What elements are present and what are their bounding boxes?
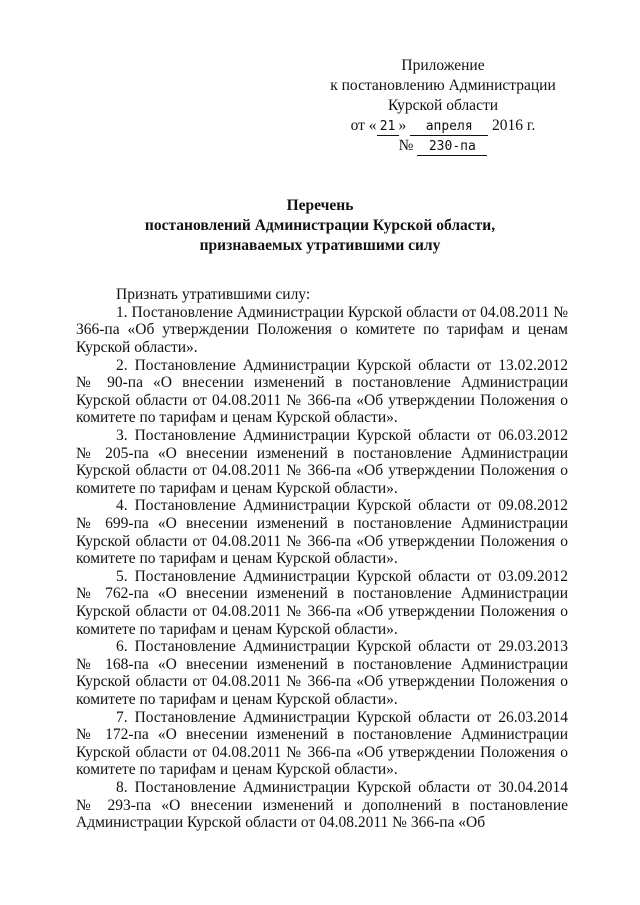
- list-item: 3. Постановление Администрации Курской области от 06.03.2012 № 205-па «О внесении изменений в постановление Администрации Курской области от 04.08.2011 № 366-па «Об утверждении Положения о комитете по тарифам и ценам Курской области».: [76, 427, 568, 497]
- list-item: 6. Постановление Администрации Курской области от 29.03.2013 № 168-па «О внесении изменений в постановление Администрации Курской области от 04.08.2011 № 366-па «Об утверждении Положения о комитете по тарифам и ценам Курской области».: [76, 638, 568, 708]
- date-year: 2016 г.: [492, 117, 536, 134]
- appendix-line-1: Приложение: [401, 57, 485, 74]
- appendix-line-3: Курской области: [387, 97, 499, 114]
- appendix-date: [318, 116, 568, 136]
- title-line-1: Перечень: [286, 197, 354, 214]
- list-item: 2. Постановление Администрации Курской области от 13.02.2012 № 90-па «О внесении изменений в постановление Администрации Курской области от 04.08.2011 № 366-па «Об утверждении Положения о комитете по тарифам и ценам Курской области».: [76, 356, 568, 427]
- number-prefix: №: [398, 137, 414, 154]
- date-prefix: от «: [350, 117, 377, 134]
- date-close: »: [398, 117, 407, 134]
- list-item: 5. Постановление Администрации Курской области от 03.09.2012 № 762-па «О внесении изменений в постановление Администрации Курской области от 04.08.2011 № 366-па «Об утверждении Положения о комитете по тарифам и ценам Курской области».: [76, 567, 568, 638]
- intro-paragraph: Признать утратившими силу:: [116, 286, 311, 303]
- title-line-3: признаваемых утратившими силу: [199, 237, 441, 254]
- date-day: 21: [377, 119, 399, 136]
- appendix-block: [318, 56, 568, 156]
- document-body: [76, 286, 568, 832]
- list-item: 8. Постановление Администрации Курской области от 30.04.2014 № 293-па «О внесении изменений и дополнений в постановление Администрации Курской области от 04.08.2011 № 366-па «Об: [76, 778, 568, 832]
- appendix-number: [318, 136, 568, 156]
- appendix-line-2: к постановлению Администрации: [330, 77, 556, 94]
- list-item: 7. Постановление Администрации Курской области от 26.03.2014 № 172-па «О внесении изменений в постановление Администрации Курской области от 04.08.2011 № 366-па «Об утверждении Положения о комитете по тарифам и ценам Курской области».: [76, 708, 568, 779]
- list-item: 4. Постановление Администрации Курской области от 09.08.2012 № 699-па «О внесении изменений в постановление Администрации Курской области от 04.08.2011 № 366-па «Об утверждении Положения о комитете по тарифам и ценам Курской области».: [76, 497, 568, 568]
- decree-number: 230-па: [417, 139, 487, 156]
- list-item: 1. Постановление Администрации Курской области от 04.08.2011 № 366-па «Об утверждении Положения о комитете по тарифам и ценам Курской области».: [76, 303, 568, 357]
- document-title: [60, 196, 580, 256]
- date-month: апреля: [410, 119, 488, 136]
- title-line-2: постановлений Администрации Курской области,: [144, 217, 496, 234]
